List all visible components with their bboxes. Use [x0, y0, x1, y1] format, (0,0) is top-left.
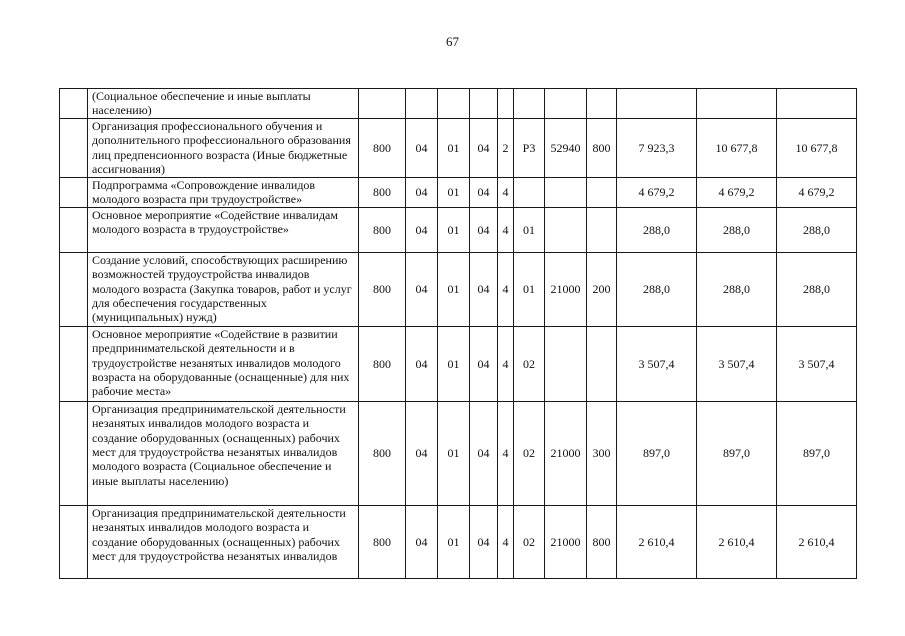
row-name-cell: Создание условий, способствующих расширению возможностей трудоустройства инвалидов молодого возраста (Закупка товаров, работ и услуг для обеспечения государственных (муниципальных) нужд) [88, 252, 359, 326]
section-code-cell: 04 [406, 505, 438, 578]
ministry-code-cell: 800 [359, 326, 406, 401]
measure-code-cell [514, 178, 545, 208]
amount-year-2-cell: 288,0 [697, 207, 777, 252]
row-index-cell [60, 119, 88, 178]
amount-year-3-cell: 288,0 [777, 207, 857, 252]
ministry-code-cell: 800 [359, 178, 406, 208]
row-index-cell [60, 89, 88, 119]
row-name-cell: Организация предпринимательской деятельности незанятых инвалидов молодого возраста и создание оборудованных (оснащенных) рабочих мест для трудоустройства незанятых инвалидов молодого возраста (Социальное обеспечение и иные выплаты населению) [88, 401, 359, 505]
program-code-cell: 04 [470, 505, 498, 578]
amount-year-3-cell: 4 679,2 [777, 178, 857, 208]
direction-code-cell: 21000 [545, 505, 587, 578]
section-code-cell: 04 [406, 326, 438, 401]
direction-code-cell [545, 207, 587, 252]
section-code-cell: 04 [406, 252, 438, 326]
page-number: 67 [446, 34, 459, 49]
program-code-cell [470, 89, 498, 119]
row-name-cell: Организация профессионального обучения и дополнительного профессионального образования лиц предпенсионного возраста (Иные бюджетные ассигнования) [88, 119, 359, 178]
table-row [60, 505, 857, 578]
subsection-code-cell: 01 [438, 326, 470, 401]
amount-year-2-cell: 3 507,4 [697, 326, 777, 401]
amount-year-1-cell: 4 679,2 [617, 178, 697, 208]
expense-type-code-cell: 800 [587, 505, 617, 578]
subsection-code-cell: 01 [438, 505, 470, 578]
direction-code-cell [545, 178, 587, 208]
table-row [60, 89, 857, 119]
direction-code-cell: 21000 [545, 401, 587, 505]
program-code-cell: 04 [470, 207, 498, 252]
row-index-cell [60, 252, 88, 326]
amount-year-3-cell: 10 677,8 [777, 119, 857, 178]
amount-year-1-cell: 288,0 [617, 207, 697, 252]
amount-year-1-cell: 897,0 [617, 401, 697, 505]
table-row [60, 119, 857, 178]
direction-code-cell: 52940 [545, 119, 587, 178]
measure-code-cell [514, 89, 545, 119]
ministry-code-cell: 800 [359, 252, 406, 326]
amount-year-2-cell: 2 610,4 [697, 505, 777, 578]
direction-code-cell: 21000 [545, 252, 587, 326]
measure-code-cell: 02 [514, 401, 545, 505]
program-code-cell: 04 [470, 119, 498, 178]
amount-year-1-cell: 3 507,4 [617, 326, 697, 401]
expense-type-code-cell: 800 [587, 119, 617, 178]
amount-year-1-cell: 2 610,4 [617, 505, 697, 578]
row-index-cell [60, 401, 88, 505]
amount-year-3-cell: 897,0 [777, 401, 857, 505]
section-code-cell: 04 [406, 207, 438, 252]
subprogram-code-cell: 4 [498, 178, 514, 208]
measure-code-cell: 01 [514, 207, 545, 252]
table-row [60, 252, 857, 326]
ministry-code-cell: 800 [359, 505, 406, 578]
ministry-code-cell: 800 [359, 401, 406, 505]
table-row [60, 326, 857, 401]
amount-year-1-cell [617, 89, 697, 119]
subsection-code-cell: 01 [438, 207, 470, 252]
amount-year-2-cell: 897,0 [697, 401, 777, 505]
table-row [60, 178, 857, 208]
row-name-cell: Организация предпринимательской деятельности незанятых инвалидов молодого возраста и создание оборудованных (оснащенных) рабочих мест для трудоустройства незанятых инвалидов [88, 505, 359, 578]
measure-code-cell: Р3 [514, 119, 545, 178]
expense-type-code-cell [587, 326, 617, 401]
subprogram-code-cell: 4 [498, 505, 514, 578]
program-code-cell: 04 [470, 252, 498, 326]
program-code-cell: 04 [470, 401, 498, 505]
amount-year-2-cell: 4 679,2 [697, 178, 777, 208]
section-code-cell [406, 89, 438, 119]
expense-type-code-cell [587, 207, 617, 252]
row-name-cell: Подпрограмма «Сопровождение инвалидов молодого возраста при трудоустройстве» [88, 178, 359, 208]
program-code-cell: 04 [470, 326, 498, 401]
expense-type-code-cell: 200 [587, 252, 617, 326]
ministry-code-cell: 800 [359, 207, 406, 252]
subsection-code-cell: 01 [438, 178, 470, 208]
expense-type-code-cell [587, 89, 617, 119]
subsection-code-cell: 01 [438, 252, 470, 326]
amount-year-3-cell [777, 89, 857, 119]
row-index-cell [60, 207, 88, 252]
amount-year-3-cell: 3 507,4 [777, 326, 857, 401]
amount-year-3-cell: 288,0 [777, 252, 857, 326]
row-index-cell [60, 505, 88, 578]
row-index-cell [60, 178, 88, 208]
table-row [60, 207, 857, 252]
amount-year-2-cell: 10 677,8 [697, 119, 777, 178]
amount-year-3-cell: 2 610,4 [777, 505, 857, 578]
direction-code-cell [545, 89, 587, 119]
amount-year-2-cell [697, 89, 777, 119]
subprogram-code-cell: 4 [498, 326, 514, 401]
amount-year-1-cell: 288,0 [617, 252, 697, 326]
row-name-cell: Основное мероприятие «Содействие в развитии предпринимательской деятельности и в трудоустройстве незанятых инвалидов молодого возраста на оборудованные (оснащенные) для них рабочие места» [88, 326, 359, 401]
measure-code-cell: 01 [514, 252, 545, 326]
measure-code-cell: 02 [514, 505, 545, 578]
amount-year-1-cell: 7 923,3 [617, 119, 697, 178]
section-code-cell: 04 [406, 178, 438, 208]
subprogram-code-cell: 2 [498, 119, 514, 178]
amount-year-2-cell: 288,0 [697, 252, 777, 326]
section-code-cell: 04 [406, 401, 438, 505]
subprogram-code-cell: 4 [498, 207, 514, 252]
row-name-cell: (Социальное обеспечение и иные выплаты населению) [88, 89, 359, 119]
subsection-code-cell: 01 [438, 401, 470, 505]
ministry-code-cell [359, 89, 406, 119]
direction-code-cell [545, 326, 587, 401]
subprogram-code-cell [498, 89, 514, 119]
section-code-cell: 04 [406, 119, 438, 178]
subsection-code-cell: 01 [438, 119, 470, 178]
expense-type-code-cell [587, 178, 617, 208]
subprogram-code-cell: 4 [498, 401, 514, 505]
program-code-cell: 04 [470, 178, 498, 208]
table-row [60, 401, 857, 505]
subsection-code-cell [438, 89, 470, 119]
budget-table [59, 88, 857, 579]
ministry-code-cell: 800 [359, 119, 406, 178]
measure-code-cell: 02 [514, 326, 545, 401]
row-name-cell: Основное мероприятие «Содействие инвалидам молодого возраста в трудоустройстве» [88, 207, 359, 252]
row-index-cell [60, 326, 88, 401]
expense-type-code-cell: 300 [587, 401, 617, 505]
subprogram-code-cell: 4 [498, 252, 514, 326]
